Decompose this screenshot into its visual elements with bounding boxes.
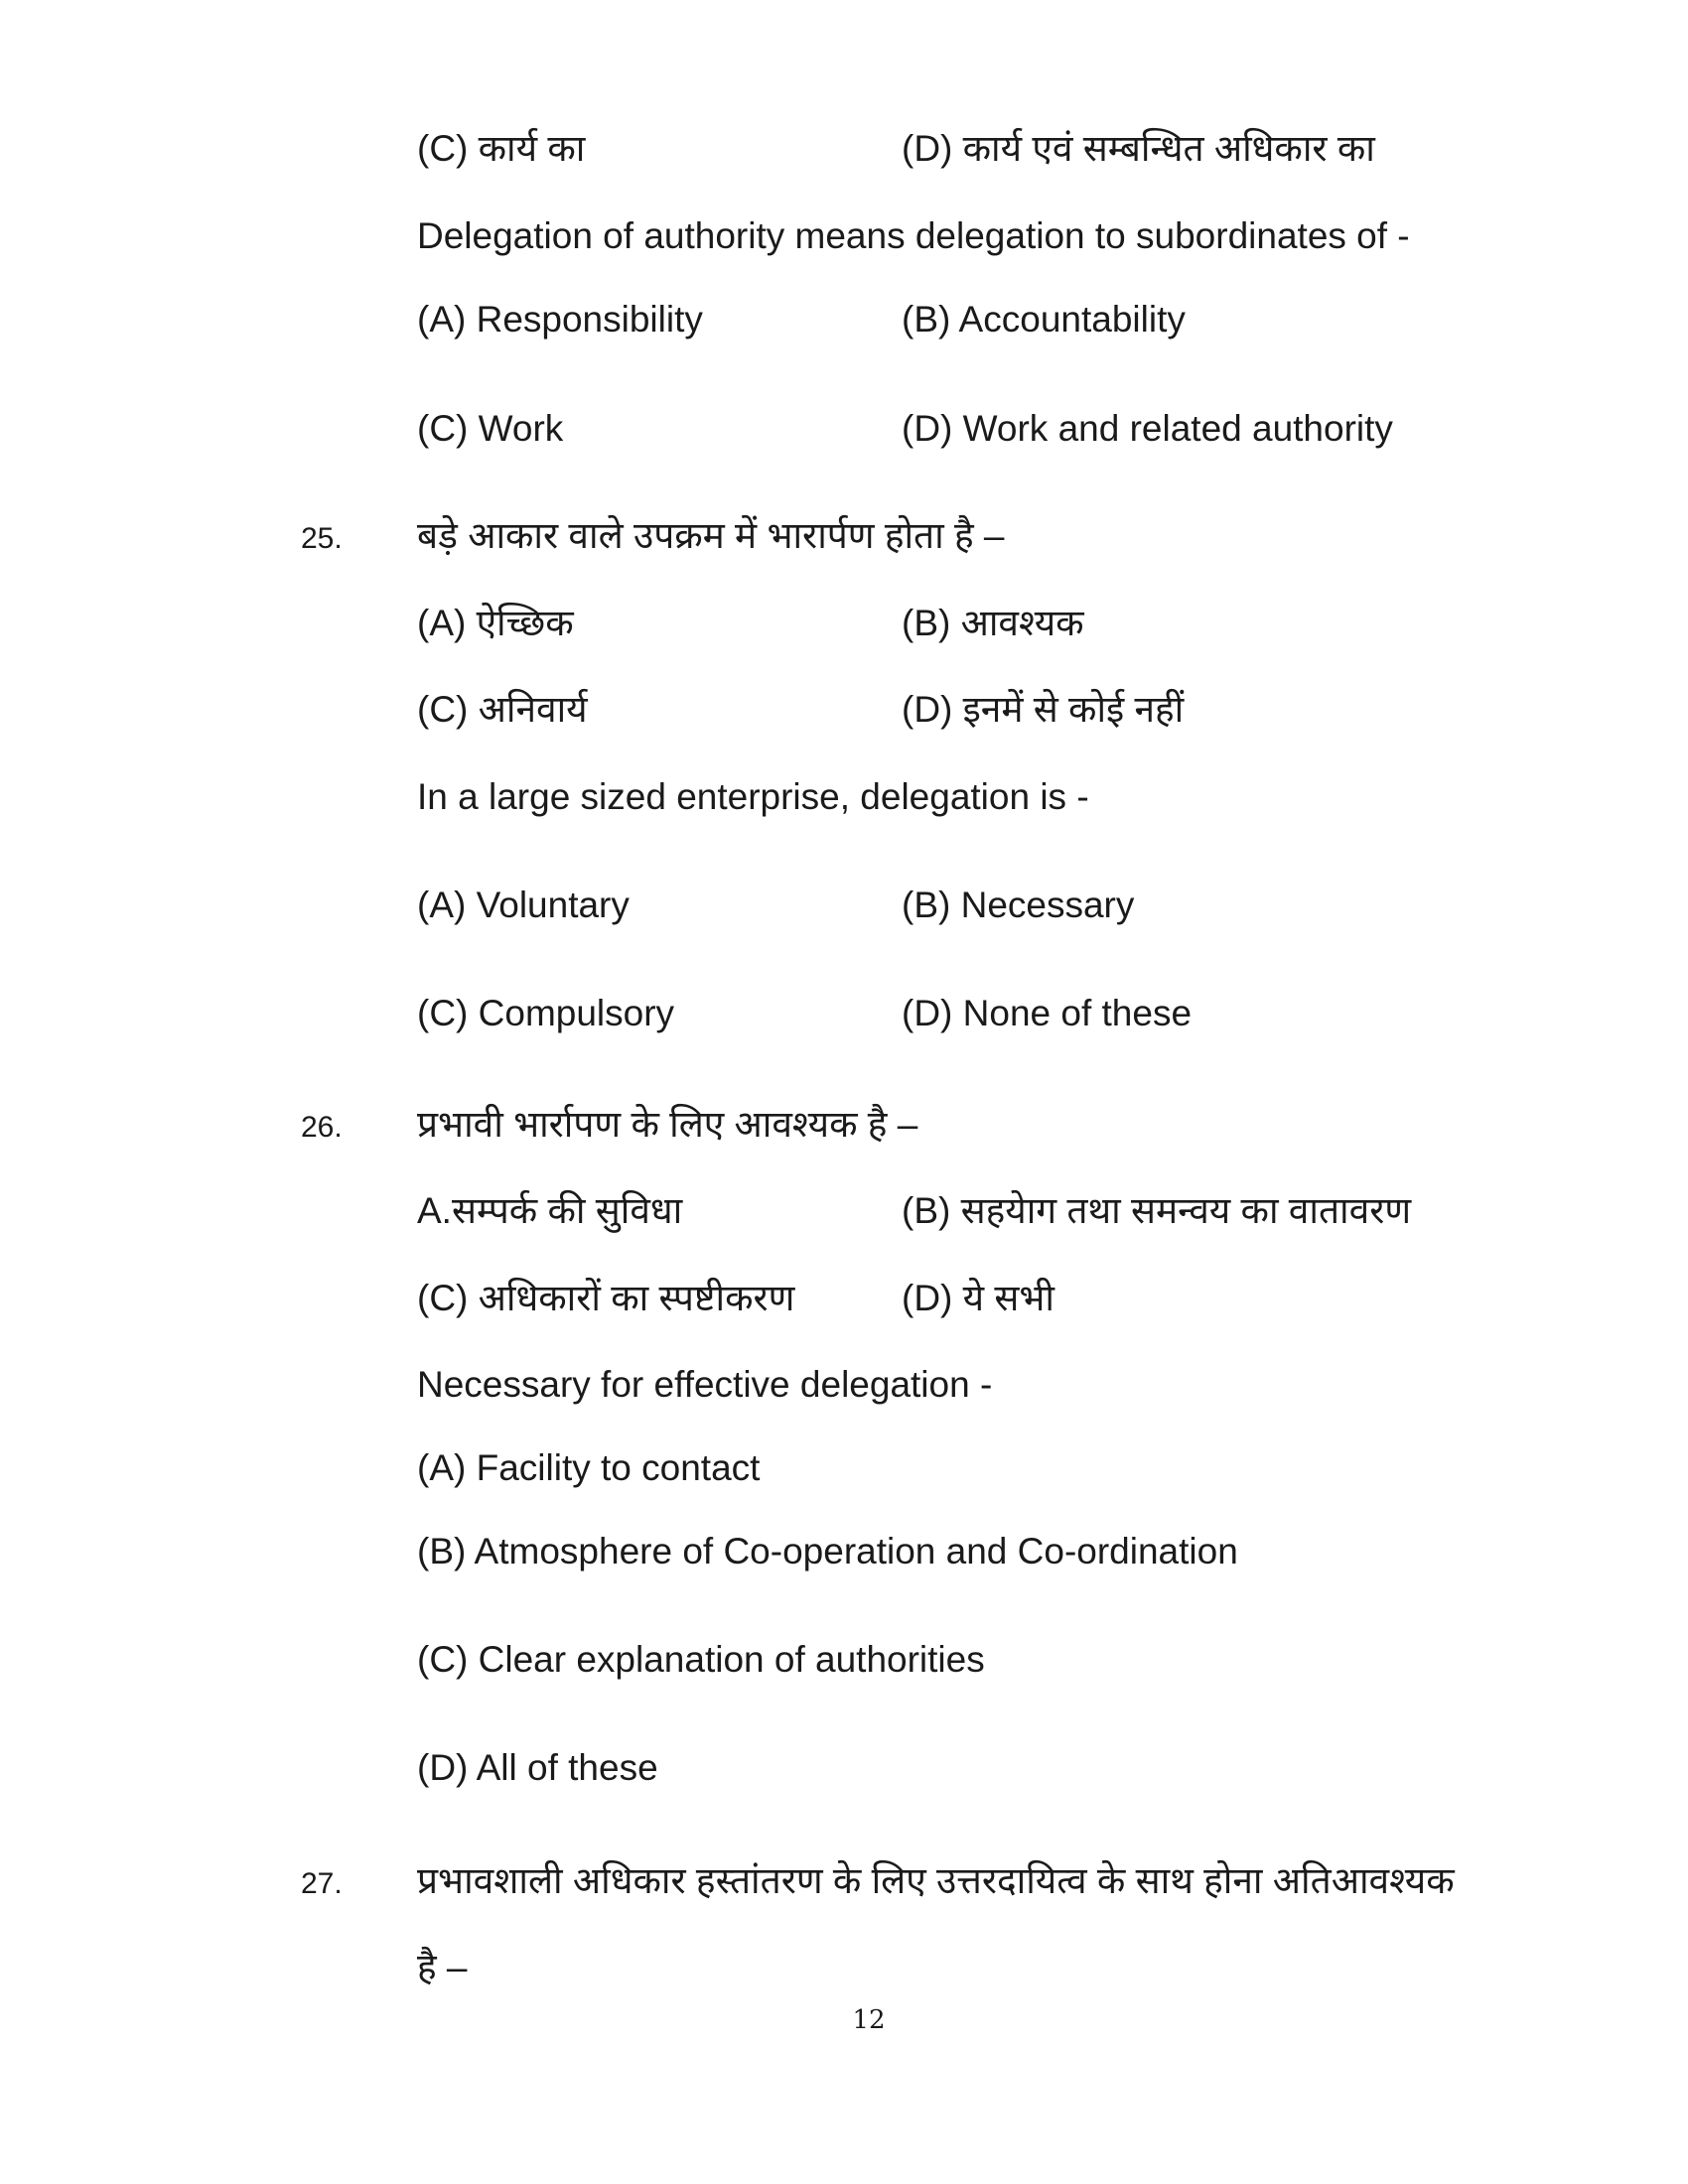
q26-hi-option-a: A.सम्पर्क की सुविधा [417,1190,683,1231]
q24-en-option-a: (A) Responsibility [417,299,703,340]
q24-hi-option-d: (D) कार्य एवं सम्बन्धित अधिकार का [902,128,1375,169]
q25-en-question: In a large sized enterprise, delegation is - [417,776,1089,817]
q24-en-option-b: (B) Accountability [902,299,1186,340]
q26-hi-question: प्रभावी भार्रापण के लिए आवश्यक है – [417,1104,918,1145]
q26-en-option-c: (C) Clear explanation of authorities [417,1639,985,1680]
q24-en-option-c: (C) Work [417,408,564,449]
q25-en-option-c: (C) Compulsory [417,993,675,1033]
q25-hi-question: बड़े आकार वाले उपक्रम में भारार्पण होता है – [417,515,1005,556]
q25-number: 25. [301,522,343,555]
q27-hi-question-line1: प्रभावशाली अधिकार हस्तांतरण के लिए उत्तरदायित्व के साथ होना अतिआवश्यक [417,1860,1455,1901]
q26-hi-option-c: (C) अधिकारों का स्पष्टीकरण [417,1278,795,1318]
q26-en-option-d: (D) All of these [417,1747,658,1788]
q25-hi-option-c: (C) अनिवार्य [417,689,588,730]
page-number: 12 [852,2005,886,2035]
q26-en-question: Necessary for effective delegation - [417,1364,993,1405]
q25-hi-option-b: (B) आवश्यक [902,603,1084,643]
q24-en-question: Delegation of authority means delegation to subordinates of - [417,215,1410,256]
q25-en-option-a: (A) Voluntary [417,885,630,925]
q26-en-option-a: (A) Facility to contact [417,1447,761,1488]
q27-number: 27. [301,1867,343,1900]
q25-hi-option-a: (A) ऐच्छिक [417,603,574,643]
q26-number: 26. [301,1111,343,1144]
q26-hi-option-d: (D) ये सभी [902,1278,1055,1318]
q25-hi-option-d: (D) इनमें से कोई नहीं [902,689,1185,730]
q25-en-option-b: (B) Necessary [902,885,1135,925]
q24-hi-option-c: (C) कार्य का [417,128,586,169]
q27-hi-question-line2: है – [417,1947,468,1987]
q25-en-option-d: (D) None of these [902,993,1193,1033]
q24-en-option-d: (D) Work and related authority [902,408,1393,449]
q26-hi-option-b: (B) सहयेाग तथा समन्वय का वातावरण [902,1190,1412,1231]
q26-en-option-b: (B) Atmosphere of Co-operation and Co-ordination [417,1531,1238,1571]
